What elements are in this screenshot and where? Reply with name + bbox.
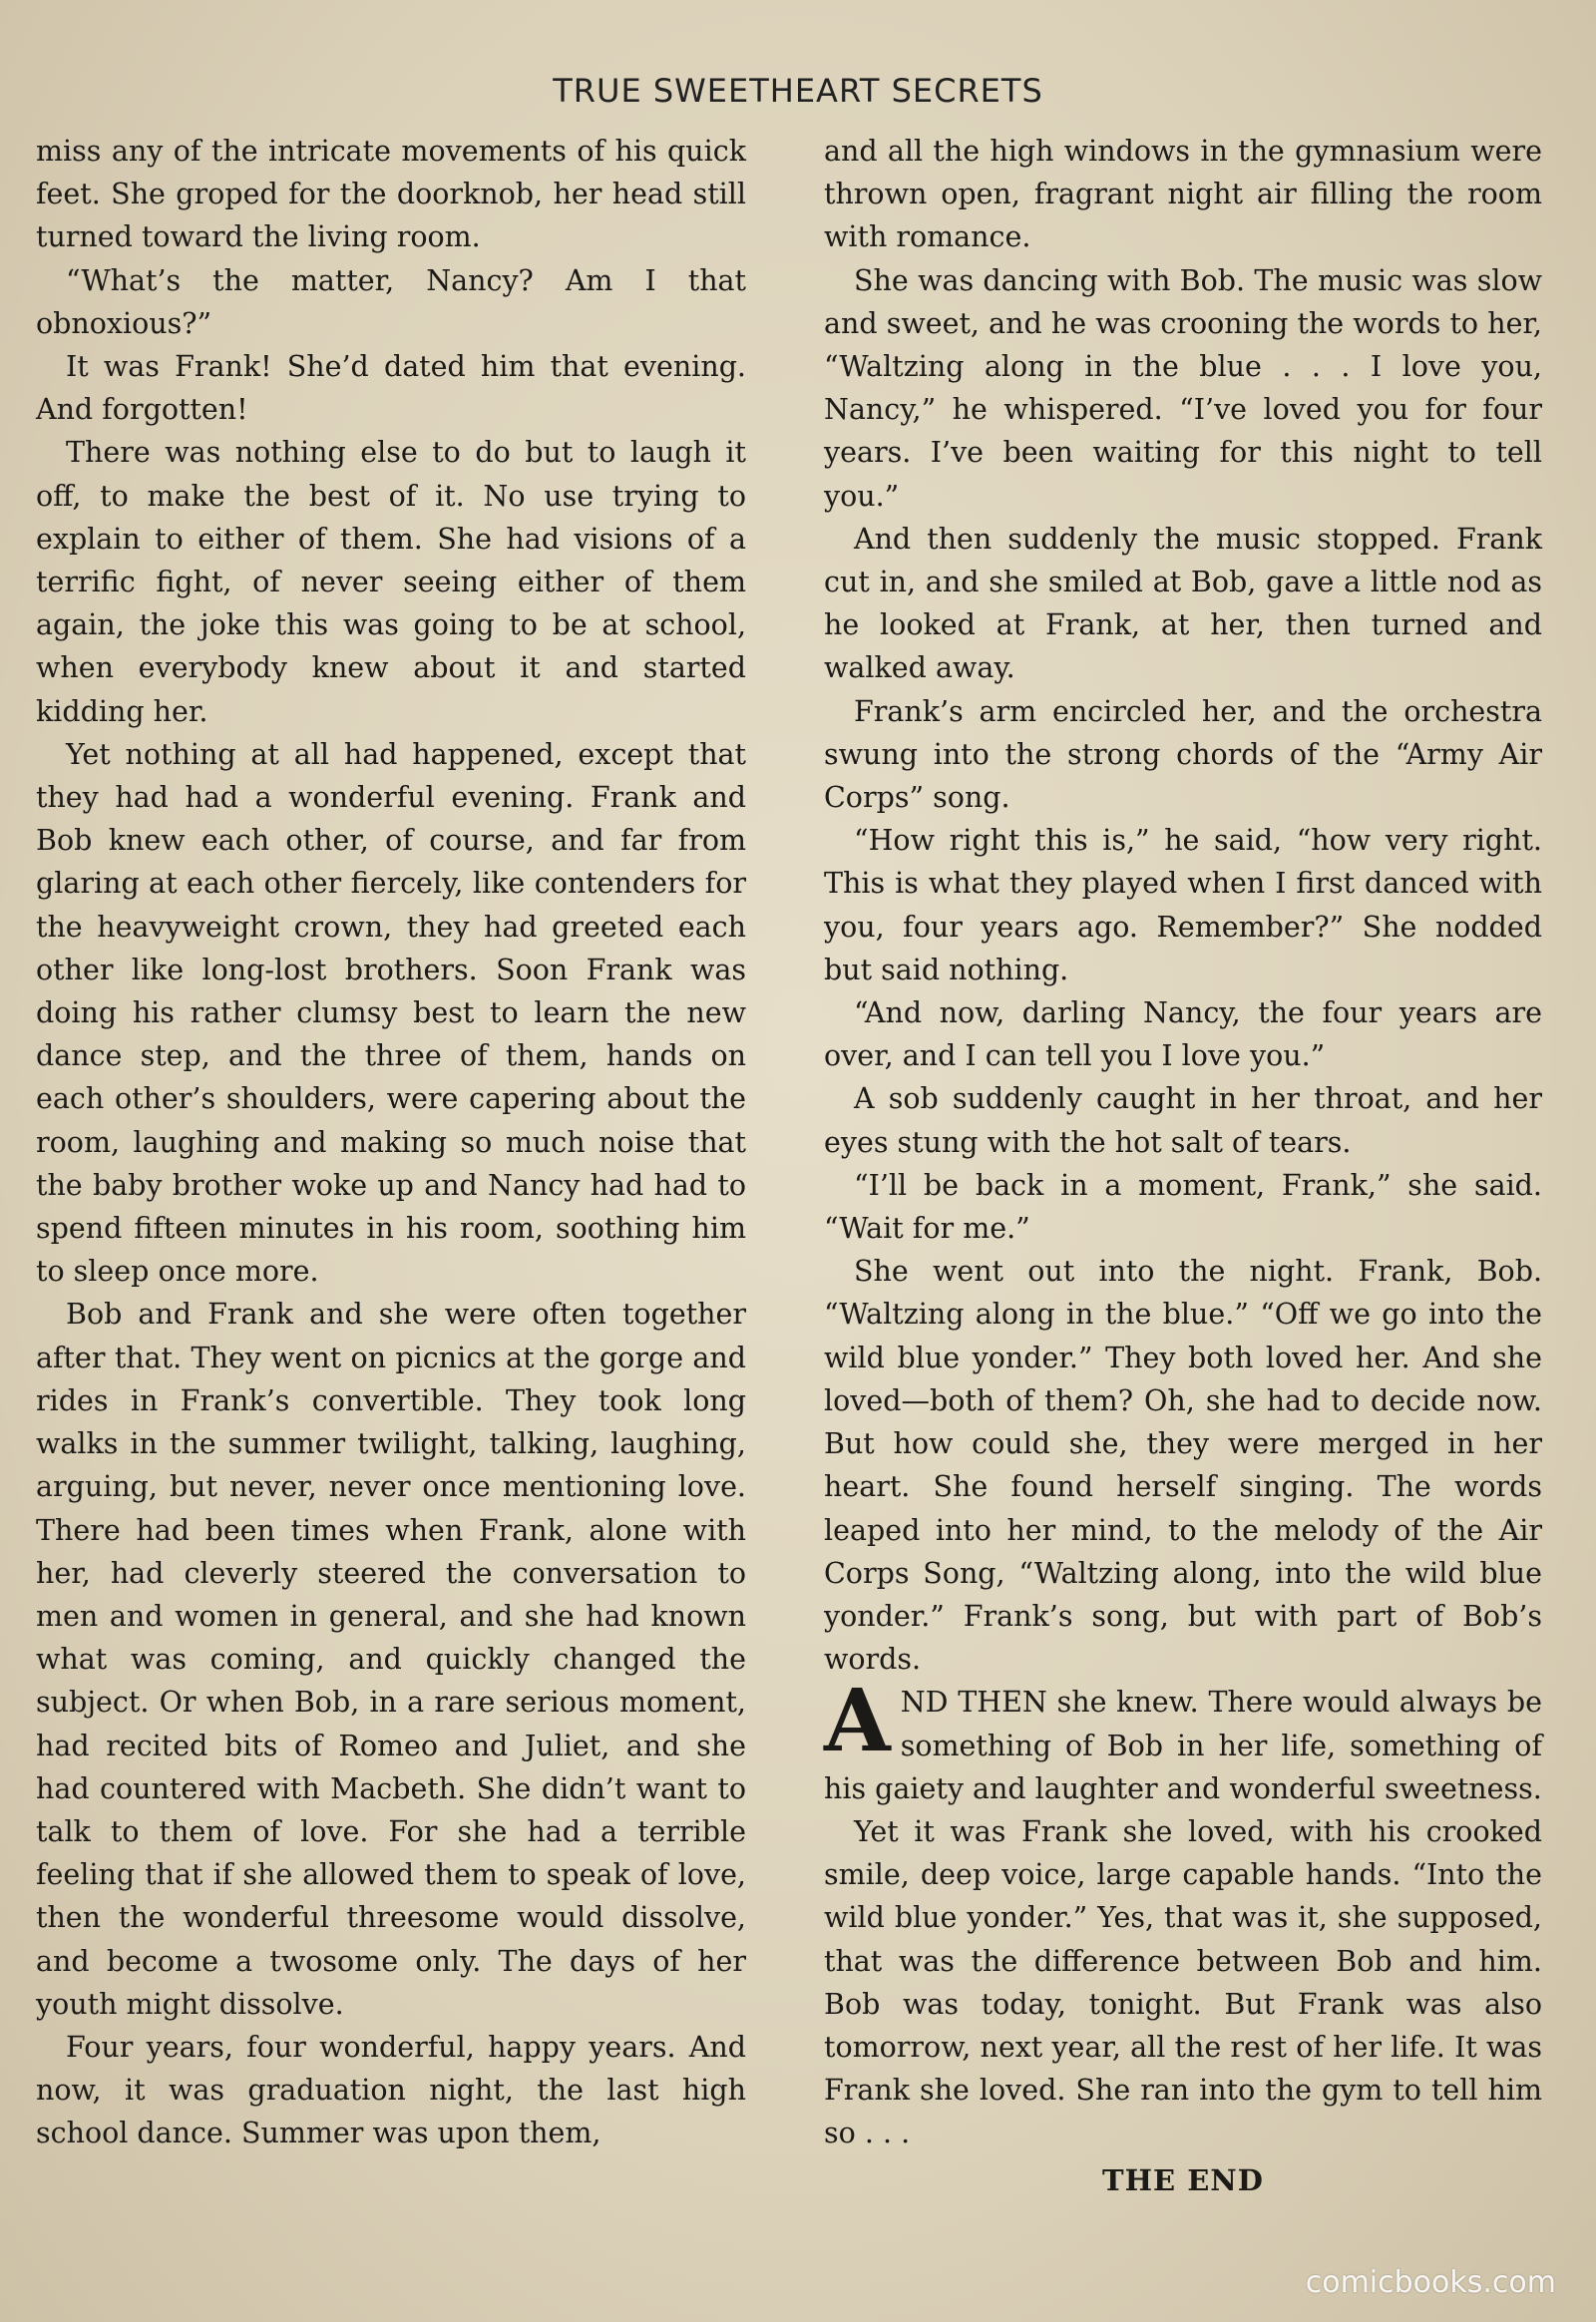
dropcap-paragraph — [824, 1671, 1542, 1810]
paragraph: And then suddenly the music stopped. Frank cut in, and she smiled at Bob, gave a little nod as he looked at Frank, at her, then turned and walked away. — [824, 522, 1542, 685]
paragraph: Frank’s arm encircled her, and the orchestra swung into the strong chords of the “Army Air Corps” song. — [824, 694, 1542, 815]
paragraph: “I’ll be back in a moment, Frank,” she said. “Wait for me.” — [824, 1168, 1542, 1246]
paragraph: There was nothing else to do but to laugh it off, to make the best of it. No use trying to explain to either of them. She had visions of a terrific fight, of never seeing either of them again, the joke this was going to be at school, when everybody knew about it and started kidding her. — [36, 436, 746, 728]
the-end: THE END — [1102, 2162, 1264, 2197]
paragraph: miss any of the intricate movements of his quick feet. She groped for the doorknob, her head still turned toward the living room. — [36, 135, 746, 254]
paragraph: She was dancing with Bob. The music was slow and sweet, and he was crooning the words to her, “Waltzing along in the blue . . . I love you, Nancy,” he whispered. “I’ve loved you for four years. I’ve been waiting for this night to tell you.” — [824, 263, 1542, 513]
left-column — [36, 130, 746, 2155]
right-column — [824, 130, 1542, 2202]
dropcap-text: ND THEN she knew. There would always be something of Bob in her life, something of his gaiety and laughter and wonderful sweetness. — [824, 1686, 1542, 1805]
paragraph: Bob and Frank and she were often together after that. They went on picnics at the gorge and rides in Frank’s convertible. They took long walks in the summer twilight, talking, laughing, arguing, but never, never once mentioning love. There had been times when Frank, alone with her, had cleverly steered the conversation to men and women in general, and she had known what was coming, and quickly changed the subject. Or when Bob, in a rare serious moment, had recited bits of Romeo and Juliet, and she had countered with Macbeth. She didn’t want to talk to them of love. For she had a terrible feeling that if she allowed them to speak of love, then the wonderful threesome would dissolve, and become a twosome only. The days of her youth might dissolve. — [36, 1298, 746, 2021]
paragraph: and all the high windows in the gymnasium were thrown open, fragrant night air filling the room with romance. — [824, 135, 1542, 254]
paragraph: It was Frank! She’d dated him that evening. And forgotten! — [36, 350, 746, 427]
paragraph: A sob suddenly caught in her throat, and her eyes stung with the hot salt of tears. — [824, 1082, 1542, 1159]
paragraph: “What’s the matter, Nancy? Am I that obnoxious?” — [36, 263, 746, 340]
paragraph: “And now, darling Nancy, the four years are over, and I can tell you I love you.” — [824, 996, 1542, 1073]
paragraph: Yet it was Frank she loved, with his crooked smile, deep voice, large capable hands. “Into the wild blue yonder.” Yes, that was it, she supposed, that was the difference between Bob and him. Bob was today, tonight. But Frank was also tomorrow, next year, all the rest of her life. It was Frank she loved. She ran into the gym to tell him so . . . — [824, 1814, 1542, 2150]
watermark: comicbooks.com — [1305, 2265, 1556, 2300]
page-header: TRUE SWEETHEART SECRETS — [553, 72, 1043, 110]
drop-cap-letter: A — [824, 1671, 891, 1772]
paragraph: Yet nothing at all had happened, except that they had had a wonderful evening. Frank and Bob knew each other, of course, and far from glaring at each other fiercely, like contenders for the heavyweight crown, they had greeted each other like long-lost brothers. Soon Frank was doing his rather clumsy best to learn the new dance step, and the three of them, hands on each other’s shoulders, were capering about the room, laughing and making so much noise that the baby brother woke up and Nancy had had to spend fifteen minutes in his room, soothing him to sleep once more. — [36, 737, 746, 1289]
paragraph: “How right this is,” he said, “how very right. This is what they played when I first danced with you, four years ago. Remember?” She nodded but said nothing. — [824, 824, 1542, 986]
paragraph: She went out into the night. Frank, Bob. “Waltzing along in the blue.” “Off we go into the wild blue yonder.” They both loved her. And she loved—both of them? Oh, she had to decide now. But how could she, they were merged in her heart. She found herself singing. The words leaped into her mind, to the melody of the Air Corps Song, “Waltzing along, into the wild blue yonder.” Frank’s song, but with part of Bob’s words. — [824, 1255, 1542, 1677]
paragraph: Four years, four wonderful, happy years. And now, it was graduation night, the last high school dance. Summer was upon them, — [36, 2030, 746, 2150]
